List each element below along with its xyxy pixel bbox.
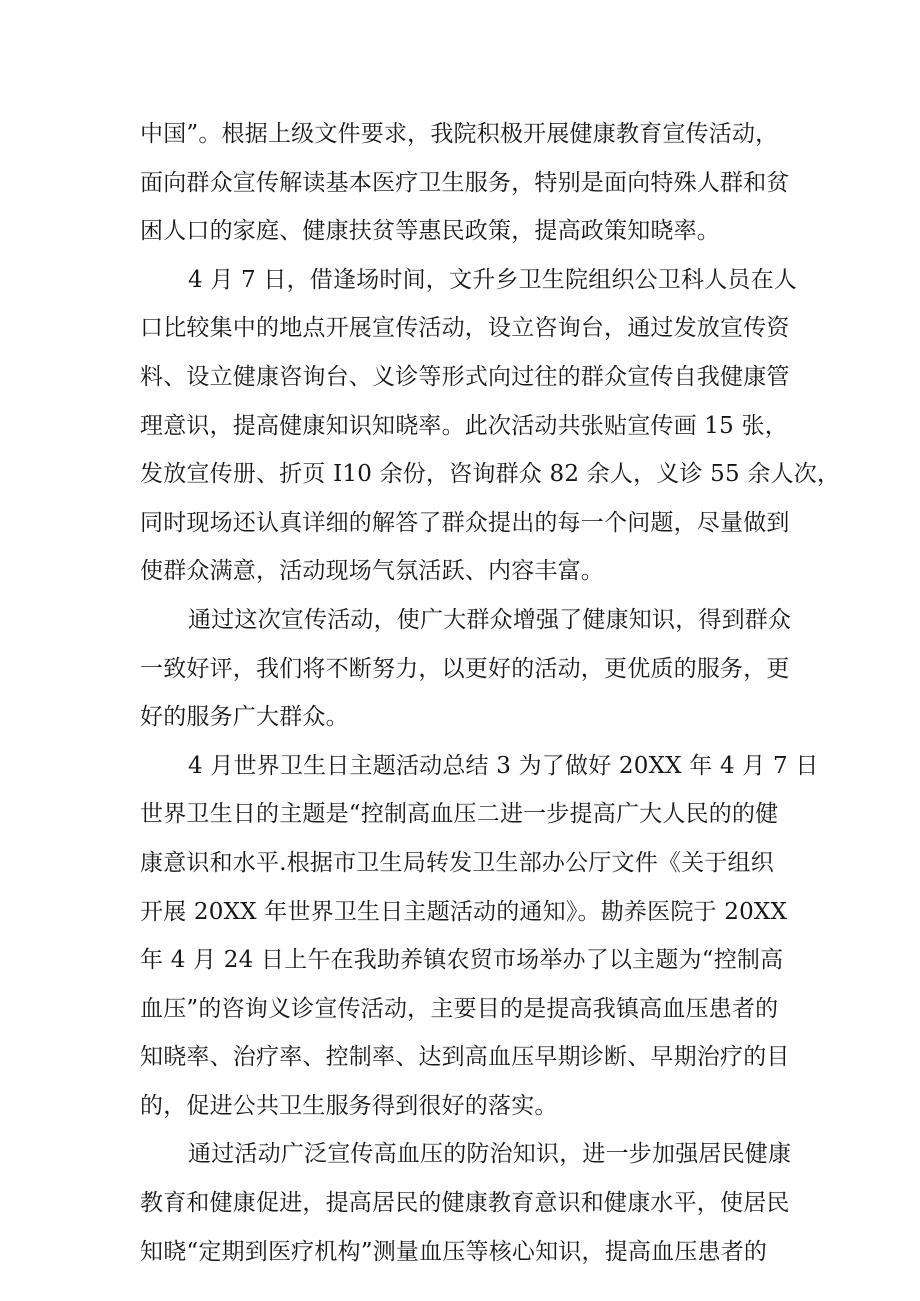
text-line: 好的服务广大群众。 [140, 704, 349, 731]
text-line: 年 4 月 24 日上午在我助养镇农贸市场举办了以主题为“控制高 [140, 947, 784, 974]
text-line: 通过这次宣传活动，使广大群众增强了健康知识，得到群众 [188, 606, 792, 633]
text-line: 理意识，提高健康知识知晓率。此次活动共张贴宣传画 15 张， [140, 412, 788, 439]
text-line: 同时现场还认真详细的解答了群众提出的每一个问题，尽量做到 [140, 509, 790, 536]
text-line: 一致好评，我们将不断努力，以更好的活动，更优质的服务，更 [140, 655, 790, 682]
text-line: 教育和健康促进，提高居民的健康教育意识和健康水平，使居民 [140, 1190, 790, 1217]
text-line: 4 月 7 日，借逢场时间，文升乡卫生院组织公卫科人员在人 [188, 266, 797, 293]
text-line: 面向群众宣传解读基本医疗卫生服务，特别是面向特殊人群和贫 [140, 169, 790, 196]
text-line: 知晓“定期到医疗机构”测量血压等核心知识，提高血压患者的 [140, 1238, 768, 1265]
paragraph-5 [140, 1130, 800, 1276]
text-line: 通过活动广泛宣传高血压的防治知识，进一步加强居民健康 [188, 1141, 792, 1168]
text-line: 口比较集中的地点开展宣传活动，设立咨询台，通过发放宣传资 [140, 315, 790, 342]
document-body [140, 110, 841, 1276]
text-line: 发放宣传册、折页 I10 余份，咨询群众 82 余人，义诊 55 余人次， [140, 461, 841, 488]
text-line: 世界卫生日的主题是“控制高血压二进一步提高广大人民的的健 [140, 801, 779, 828]
paragraph-3 [140, 596, 800, 742]
text-line: 血压”的咨询义诊宣传活动，主要目的是提高我镇高血压患者的 [140, 995, 779, 1022]
text-line: 康意识和水平.根据市卫生局转发卫生部办公厅文件《关于组织 [140, 849, 774, 876]
text-line: 4 月世界卫生日主题活动总结 3 为了做好 20XX 年 4 月 7 日 [188, 752, 819, 779]
paragraph-4 [140, 742, 819, 1131]
paragraph-1 [140, 110, 800, 256]
paragraph-2 [140, 256, 841, 596]
text-line: 困人口的家庭、健康扶贫等惠民政策，提高政策知晓率。 [140, 218, 720, 245]
text-line: 料、设立健康咨询台、义诊等形式向过往的群众宣传自我健康管 [140, 363, 790, 390]
text-line: 知晓率、治疗率、控制率、达到高血压早期诊断、早期治疗的目 [140, 1044, 790, 1071]
text-line: 中国”。根据上级文件要求，我院积极开展健康教育宣传活动， [140, 121, 779, 147]
text-line: 的，促进公共卫生服务得到很好的落实。 [140, 1092, 558, 1119]
text-line: 使群众满意，活动现场气氛活跃、内容丰富。 [140, 558, 604, 585]
text-line: 开展 20XX 年世界卫生日主题活动的通知》。勘养医院于 20XX [140, 898, 788, 925]
